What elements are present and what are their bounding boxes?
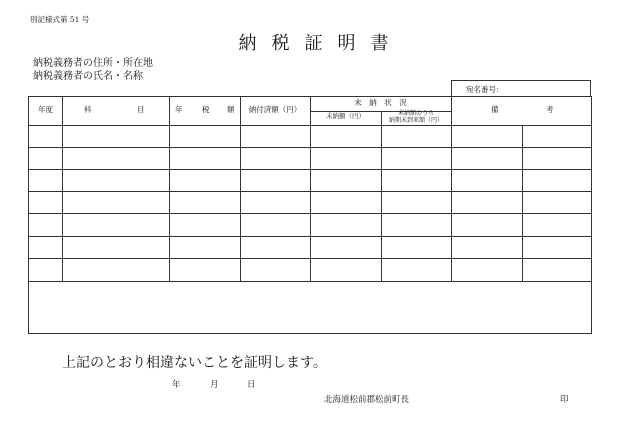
row-divider (29, 125, 591, 126)
page-title: 納税証明書 (238, 33, 404, 54)
header-unpaid: 未納額（円） (326, 112, 365, 120)
header-tax-3: 額 (227, 105, 235, 114)
header-tax-1: 年 (175, 105, 183, 114)
header-remarks-2: 考 (546, 105, 554, 114)
header-tax-2: 税 (202, 105, 210, 114)
certification-statement: 上記のとおり相違ないことを証明します。 (62, 355, 327, 371)
row-divider (29, 236, 591, 237)
recipient-number-label: 宛名番号： (466, 85, 504, 94)
row-divider (29, 281, 591, 282)
row-divider (29, 147, 591, 148)
row-divider (29, 213, 591, 214)
header-unpaid-overdue-1: 未納額のうち (397, 110, 434, 117)
header-paid: 納付済額（円） (248, 105, 302, 114)
header-year: 年度 (38, 105, 53, 114)
date-month-label: 月 (210, 380, 219, 390)
row-divider (29, 169, 591, 170)
tax-certificate-table (28, 96, 592, 334)
taxpayer-address-label: 納税義務者の住所・所在地 (33, 58, 153, 69)
column-divider (381, 111, 382, 281)
taxpayer-name-label: 納税義務者の氏名・名称 (33, 71, 143, 82)
issuer-name: 北海道松前郡松前町長 (324, 395, 410, 405)
header-item-2: 目 (137, 105, 145, 114)
form-number: 別記様式第 51 号 (30, 15, 90, 24)
header-item-1: 科 (84, 105, 92, 114)
header-remarks-1: 備 (491, 105, 499, 114)
recipient-number-box (451, 80, 591, 96)
seal-mark: 印 (560, 395, 569, 405)
date-year-label: 年 (172, 380, 181, 390)
header-unpaid-overdue-2: 納期未到来額（円） (388, 117, 443, 124)
row-divider (29, 191, 591, 192)
row-divider (29, 258, 591, 259)
date-day-label: 日 (247, 380, 256, 390)
header-unpaid-status: 未 納 状 況 (354, 98, 407, 107)
